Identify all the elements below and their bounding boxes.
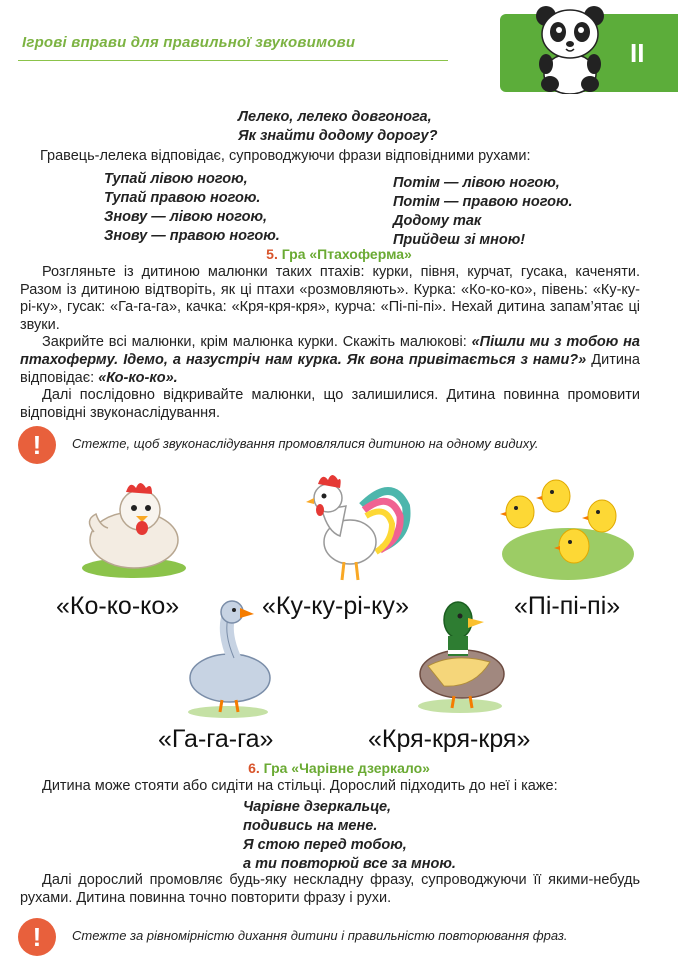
goose-icon: [172, 600, 282, 720]
game6-text: [20, 872, 640, 907]
game5-title: Гра «Птахоферма»: [281, 246, 412, 262]
duck-sound: «Кря-кря-кря»: [368, 725, 531, 753]
p2-mid: Дитина відповідає:: [20, 351, 641, 386]
game5-paragraph-1: Розгляньте із дитиною малюнки таких птахів: курки, півня, курчат, гусака, каченяти. Разом із дитиною відтворіть, як ці птахи «розмовляють». Курка: «Ко-ко-ко», півень: «Ку-ку-рі-ку», гусак: «Га-га-га», качка: «Кря-кря-кря», курча: «Пі-пі-пі». Нехай дитина запам’ятає ці звуки.: [20, 264, 640, 333]
p2-start: Закрийте всі малюнки, крім малюнка курки. Скажіть малюкові:: [42, 334, 472, 351]
header-divider: [18, 60, 448, 61]
poem-line: Тупай правою ногою.: [104, 190, 261, 206]
note-one-breath: [18, 426, 658, 464]
game6-intro: [20, 778, 640, 796]
poem-line: Лелеко, лелеко довгонога,: [238, 109, 432, 125]
note-text: Стежте, щоб звуконаслідування промовлялися дитиною на одному видиху.: [72, 436, 539, 451]
game5-number: 5.: [266, 246, 278, 262]
poem-line: Додому так: [393, 213, 482, 229]
intro-line: Гравець-лелека відповідає, супроводжуючи фрази відповідними рухами:: [40, 148, 531, 164]
poem-mirror: [243, 798, 456, 874]
poem-line: Знову — правою ногою.: [104, 228, 280, 244]
chicks-icon: [498, 472, 638, 582]
poem-line: Знову — лівою ногою,: [104, 209, 268, 225]
game6-heading: [0, 760, 678, 776]
p2-quote: «Пішли ми з тобою на птахоферму. Ідемо, а назустріч нам курка. Як вона привітається з нами?»: [20, 334, 640, 368]
warning-icon: !: [18, 918, 56, 956]
game6-intro-text: Дитина може стояти або сидіти на стільці. Дорослий підходить до неї і каже:: [42, 778, 558, 794]
poem-line: а ти повторюй все за мною.: [243, 856, 456, 872]
warning-icon: !: [18, 426, 56, 464]
hen-sound: «Ко-ко-ко»: [56, 592, 180, 620]
game5-text: [20, 264, 640, 422]
poem-line: Як знайти додому дорогу?: [238, 128, 438, 144]
chicks-sound: «Пі-пі-пі»: [514, 592, 621, 620]
rooster-sound: «Ку-ку-рі-ку»: [262, 592, 410, 620]
duck-icon: [404, 596, 514, 716]
poem-line: Я стою перед тобою,: [243, 837, 407, 853]
poem-line: Прийдеш зі мною!: [393, 232, 526, 248]
goose-sound: «Га-га-га»: [158, 725, 274, 753]
poem-line: Потім — правою ногою.: [393, 194, 573, 210]
note-breathing: [18, 918, 658, 956]
poem-stork: [238, 108, 437, 146]
p2-answer: «Ко-ко-ко».: [98, 369, 178, 386]
poem-steps-right: [393, 174, 573, 250]
header-title: Ігрові вправи для правильної звуковимови: [22, 34, 356, 51]
game6-title: Гра «Чарівне дзеркало»: [263, 760, 430, 776]
poem-line: Чарівне дзеркальце,: [243, 799, 392, 815]
intro-paragraph: [20, 148, 640, 166]
game5-paragraph-3: Далі послідовно відкривайте малюнки, що залишилися. Дитина повинна промовити відповідні звуконаслідування.: [20, 387, 640, 421]
game5-heading: [0, 246, 678, 262]
poem-line: подивись на мене.: [243, 818, 378, 834]
section-number: II: [630, 38, 645, 68]
hen-icon: [74, 470, 194, 580]
rooster-icon: [292, 466, 412, 586]
game6-paragraph-2: Далі дорослий промовляє будь-яку нескладну фразу, супроводжуючи її якими-небудь рухами. Дитина повинна точно повторити фразу і рухи.: [20, 872, 640, 906]
game5-paragraph-2: [20, 334, 640, 387]
game6-number: 6.: [248, 760, 260, 776]
panda-icon: [532, 2, 608, 94]
poem-line: Тупай лівою ногою,: [104, 171, 248, 187]
poem-line: Потім — лівою ногою,: [393, 175, 560, 191]
note-text: Стежте за рівномірністю дихання дитини і правильністю повторювання фраз.: [72, 928, 568, 943]
poem-steps-left: [104, 170, 280, 246]
